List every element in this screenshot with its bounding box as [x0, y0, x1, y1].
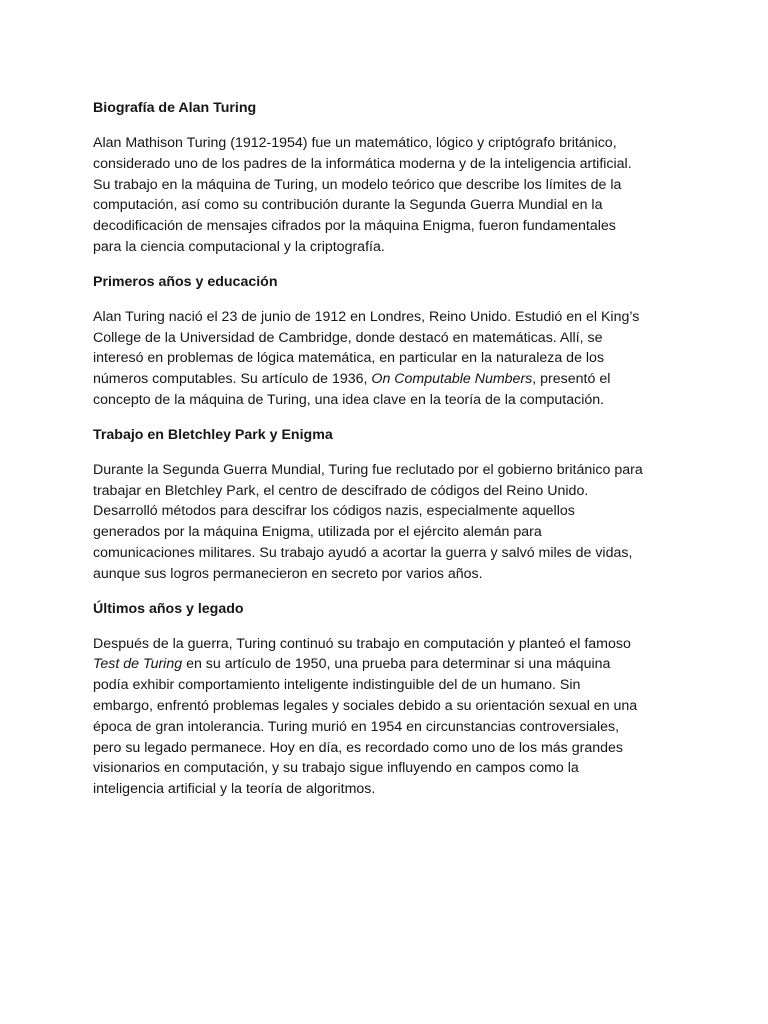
paragraph-line: embargo, enfrentó problemas legales y sociales debido a su orientación sexual en una — [93, 697, 638, 714]
early-years-paragraph — [93, 307, 683, 411]
paragraph-line: Durante la Segunda Guerra Mundial, Turing fue reclutado por el gobierno británico para — [93, 461, 643, 478]
intro-line: Su trabajo en la máquina de Turing, un modelo teórico que describe los límites de la — [93, 176, 622, 193]
intro-line: considerado uno de los padres de la informática moderna y de la inteligencia artificial. — [93, 155, 632, 172]
paragraph-line: concepto de la máquina de Turing, una idea clave en la teoría de la computación. — [93, 391, 605, 408]
text-run: , presentó el — [532, 371, 611, 388]
section-heading-bletchley-park: Trabajo en Bletchley Park y Enigma — [93, 426, 333, 443]
paragraph-line: comunicaciones militares. Su trabajo ayudó a acortar la guerra y salvó miles de vidas, — [93, 544, 633, 561]
intro-line: para la ciencia computacional y la criptografía. — [93, 238, 385, 255]
paragraph-line: época de gran intolerancia. Turing murió en 1954 en circunstancias controversiales, — [93, 718, 620, 735]
intro-line: computación, así como su contribución durante la Segunda Guerra Mundial en la — [93, 197, 603, 214]
italic-title-on-computable-numbers: On Computable Numbers — [371, 371, 533, 388]
paragraph-line: podía exhibir comportamiento inteligente indistinguible del de un humano. Sin — [93, 677, 581, 694]
paragraph-line: Alan Turing nació el 23 de junio de 1912 en Londres, Reino Unido. Estudió en el King’s — [93, 308, 640, 325]
bletchley-paragraph — [93, 460, 683, 585]
intro-line: decodificación de mensajes cifrados por la máquina Enigma, fueron fundamentales — [93, 218, 616, 235]
paragraph-line — [93, 369, 683, 390]
paragraph-line: College de la Universidad de Cambridge, donde destacó en matemáticas. Allí, se — [93, 329, 603, 346]
paragraph-line: inteligencia artificial y la teoría de algoritmos. — [93, 781, 376, 798]
paragraph-line: Desarrolló métodos para descifrar los códigos nazis, especialmente aquellos — [93, 503, 575, 520]
text-run: en su artículo de 1950, una prueba para determinar si una máquina — [182, 656, 611, 673]
legacy-paragraph — [93, 634, 683, 800]
document-title: Biografía de Alan Turing — [93, 100, 257, 116]
section-heading-early-years: Primeros años y educación — [93, 273, 278, 290]
paragraph-line — [93, 654, 683, 675]
paragraph-line: trabajar en Bletchley Park, el centro de descifrado de códigos del Reino Unido. — [93, 482, 589, 499]
paragraph-line: Después de la guerra, Turing continuó su trabajo en computación y planteó el famoso — [93, 635, 631, 652]
text-run: números computables. Su artículo de 1936, — [93, 371, 372, 388]
intro-paragraph — [93, 133, 683, 258]
paragraph-line: generados por la máquina Enigma, utilizada por el ejército alemán para — [93, 524, 542, 541]
section-heading-legacy: Últimos años y legado — [93, 600, 244, 617]
paragraph-line: visionarios en computación, y su trabajo sigue influyendo en campos como la — [93, 760, 579, 777]
italic-title-test-de-turing: Test de Turing — [93, 656, 183, 673]
paragraph-line: pero su legado permanece. Hoy en día, es recordado como uno de los más grandes — [93, 739, 623, 756]
intro-line: Alan Mathison Turing (1912-1954) fue un matemático, lógico y criptógrafo británico, — [93, 135, 617, 151]
document-page — [93, 98, 683, 814]
paragraph-line: aunque sus logros permanecieron en secreto por varios años. — [93, 565, 483, 582]
paragraph-line: interesó en problemas de lógica matemática, en particular en la naturaleza de los — [93, 350, 605, 367]
